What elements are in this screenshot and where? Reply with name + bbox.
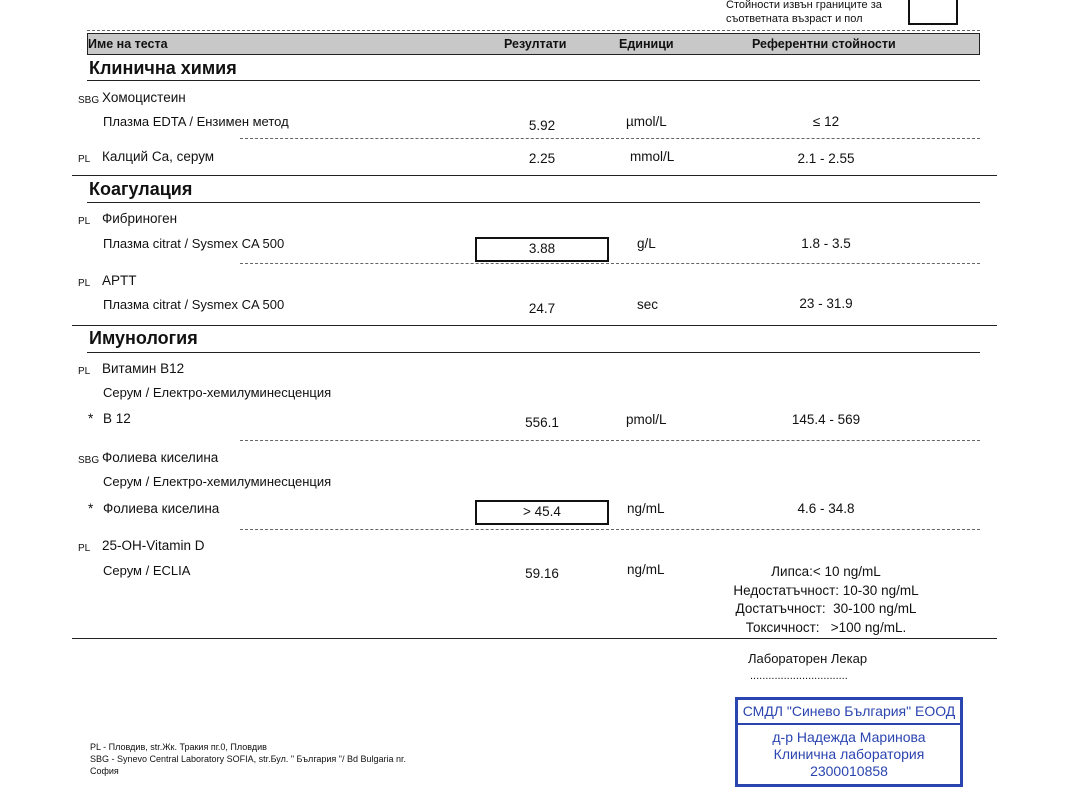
test-unit: mmol/L: [630, 149, 675, 164]
divider: [87, 80, 980, 81]
divider: [87, 202, 980, 203]
lab-prefix: PL: [78, 216, 91, 227]
test-method: Серум / ECLIA: [103, 563, 191, 578]
divider: [240, 440, 980, 441]
signature-label: Лабораторен Лекар: [748, 651, 868, 666]
test-name: Фолиева киселина: [102, 450, 219, 465]
divider: [240, 263, 980, 264]
test-unit: ng/mL: [627, 501, 665, 516]
footer-line: SBG - Synevo Central Laboratory SOFIA, str.Бул. " България "/ Bd Bulgaria nr.: [90, 754, 407, 764]
test-unit: µmol/L: [626, 114, 667, 129]
test-method: Серум / Електро-хемилуминесценция: [103, 474, 332, 489]
flagged-result: > 45.4: [475, 500, 609, 525]
lab-prefix: SBG: [78, 455, 100, 466]
test-name: Хомоцистеин: [102, 90, 186, 105]
test-name: Фибриноген: [102, 211, 178, 226]
star-marker: *: [88, 411, 94, 426]
test-unit: sec: [637, 297, 659, 312]
test-result: 59.16: [525, 566, 559, 581]
divider: [87, 352, 980, 353]
lab-prefix: SBG: [78, 95, 100, 106]
test-method: Плазма EDTA / Ензимен метод: [103, 114, 289, 129]
signature-line: ................................: [750, 670, 848, 682]
divider: [72, 175, 997, 176]
table-header: [87, 33, 980, 55]
test-reference: 4.6 - 34.8: [797, 501, 855, 516]
test-name: APTT: [102, 273, 137, 288]
section-title: Имунология: [89, 328, 198, 348]
header-name: Име на теста: [88, 37, 168, 51]
lab-prefix: PL: [78, 154, 91, 165]
test-unit: pmol/L: [626, 412, 667, 427]
divider: [240, 529, 980, 530]
section-title: Клинична химия: [89, 58, 237, 78]
test-result: 24.7: [528, 301, 556, 316]
test-reference: 2.1 - 2.55: [797, 151, 855, 166]
lab-prefix: PL: [78, 543, 91, 554]
test-unit: ng/mL: [627, 562, 665, 577]
test-reference: 145.4 - 569: [791, 412, 861, 427]
lab-stamp: СМДЛ "Синево България" ЕООД д-р Надежда Маринова Клинична лаборатория 2300010858: [735, 697, 963, 787]
legend-box: [908, 0, 958, 25]
legend-text: Стойности извън границите за съответната възраст и пол: [726, 0, 882, 25]
test-method: Плазма citrat / Sysmex CA 500: [103, 297, 285, 312]
test-result: 5.92: [528, 118, 556, 133]
lab-prefix: PL: [78, 278, 91, 289]
divider: [72, 325, 997, 326]
test-reference: ≤ 12: [812, 114, 840, 129]
header-results: Резултати: [504, 37, 567, 51]
test-unit: g/L: [637, 236, 656, 251]
test-method: Серум / Електро-хемилуминесценция: [103, 385, 332, 400]
test-name: 25-OH-Vitamin D: [102, 538, 205, 553]
test-name: Калций Ca, серум: [102, 149, 215, 164]
reference-ranges: Липса:< 10 ng/mL Недостатъчност: 10-30 ng/mL Достатъчност: 30-100 ng/mL Токсичност: >100 ng/mL.: [733, 564, 919, 635]
star-marker: *: [88, 501, 94, 516]
sub-test-name: B 12: [103, 411, 131, 426]
header-units: Единици: [619, 37, 674, 51]
footer-line: София: [90, 766, 119, 776]
divider: [87, 30, 980, 31]
sub-test-name: Фолиева киселина: [103, 501, 220, 516]
test-result: 556.1: [525, 415, 559, 430]
divider: [72, 638, 997, 639]
test-reference: 1.8 - 3.5: [801, 236, 851, 251]
test-result: 2.25: [528, 151, 556, 166]
header-reference: Референтни стойности: [752, 37, 896, 51]
test-name: Витамин B12: [102, 361, 185, 376]
divider: [240, 138, 980, 139]
lab-prefix: PL: [78, 366, 91, 377]
footer-line: PL - Пловдив, str.Жк. Тракия пг.0, Пловдив: [90, 742, 267, 752]
section-title: Коагулация: [89, 179, 193, 199]
test-method: Плазма citrat / Sysmex CA 500: [103, 236, 285, 251]
flagged-result: 3.88: [475, 237, 609, 262]
test-reference: 23 - 31.9: [799, 296, 853, 311]
